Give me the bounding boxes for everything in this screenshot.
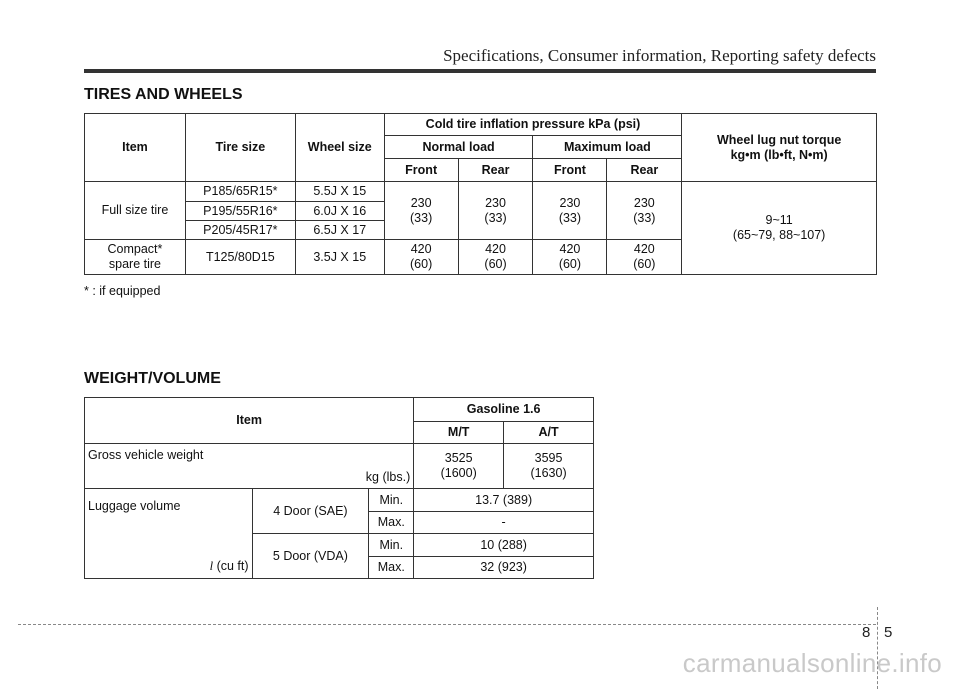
tire-size-cell: P195/55R16* [185,202,295,221]
col-lug-torque: Wheel lug nut torque kg•m (lb•ft, N•m) [682,114,877,182]
tires-table [84,113,877,275]
col-cold-pressure: Cold tire inflation pressure kPa (psi) [384,114,682,136]
wheel-size-cell: 6.5J X 17 [295,221,384,240]
door4-min-value: 13.7 (389) [414,489,594,512]
col-at: A/T [504,422,594,444]
tires-footnote: * : if equipped [84,284,161,298]
pressure-cell: 230 (33) [533,182,607,240]
weight-section-title: WEIGHT/VOLUME [84,370,221,387]
col-tire-size: Tire size [185,114,295,182]
tire-size-cell: P205/45R17* [185,221,295,240]
compact-spare-label: Compact* spare tire [85,240,186,275]
pressure-cell: 420 (60) [607,240,682,275]
col-max-rear: Rear [607,159,682,182]
footer-dashed-rule [18,624,876,625]
gvw-unit: kg (lbs.) [365,470,411,484]
col-maximum-load: Maximum load [533,136,682,159]
wheel-size-cell: 3.5J X 15 [295,240,384,275]
col-item: Item [85,398,414,444]
full-size-tire-label: Full size tire [85,182,186,240]
site-watermark: carmanualsonline.info [682,648,942,678]
col-normal-load: Normal load [384,136,533,159]
max-label: Max. [369,557,414,579]
pressure-cell: 230 (33) [458,182,533,240]
wheel-size-cell: 5.5J X 15 [295,182,384,202]
pressure-cell: 420 (60) [533,240,607,275]
max-label: Max. [369,512,414,534]
pressure-cell: 230 (33) [607,182,682,240]
door5-min-value: 10 (288) [414,534,594,557]
min-label: Min. [369,534,414,557]
luggage-label: Luggage volume [88,499,181,513]
liter-symbol: l [209,559,214,573]
gvw-label: Gross vehicle weight [88,448,204,462]
gvw-at-value: 3595 (1630) [504,444,594,489]
col-max-front: Front [533,159,607,182]
tire-size-cell: T125/80D15 [185,240,295,275]
gvw-mt-value: 3525 (1600) [414,444,504,489]
col-item: Item [85,114,186,182]
col-engine: Gasoline 1.6 [414,398,594,422]
header-rule [84,69,876,73]
luggage-volume-cell [85,489,253,579]
gross-vehicle-weight-cell [85,444,414,489]
lug-torque-value: 9~11 (65~79, 88~107) [682,182,877,275]
chapter-number: 8 [862,624,871,641]
luggage-unit-text: (cu ft) [213,559,249,573]
weight-volume-table [84,397,594,579]
pressure-cell: 420 (60) [458,240,533,275]
tire-size-cell: P185/65R15* [185,182,295,202]
col-mt: M/T [414,422,504,444]
door5-label: 5 Door (VDA) [252,534,369,579]
min-label: Min. [369,489,414,512]
page-number: 5 [884,624,893,641]
tires-section-title: TIRES AND WHEELS [84,86,243,103]
door4-max-value: - [414,512,594,534]
page-header-title: Specifications, Consumer information, Reporting safety defects [443,46,876,65]
col-normal-rear: Rear [458,159,533,182]
col-normal-front: Front [384,159,458,182]
door5-max-value: 32 (923) [414,557,594,579]
pressure-cell: 420 (60) [384,240,458,275]
wheel-size-cell: 6.0J X 16 [295,202,384,221]
pressure-cell: 230 (33) [384,182,458,240]
door4-label: 4 Door (SAE) [252,489,369,534]
luggage-unit [210,559,249,574]
col-wheel-size: Wheel size [295,114,384,182]
